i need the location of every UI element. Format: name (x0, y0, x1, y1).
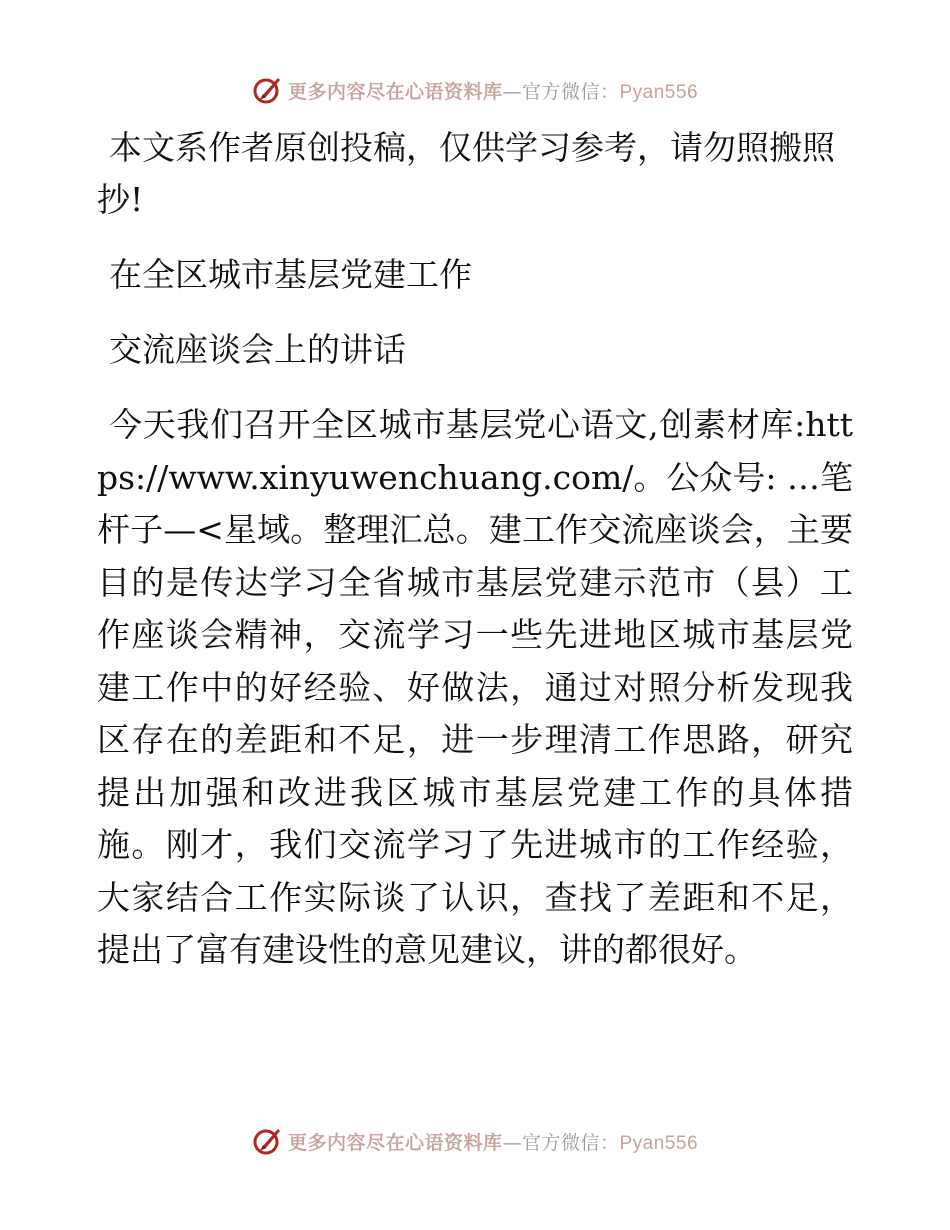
banner-wechat-id: Pyan556 (619, 81, 699, 103)
quill-pen-logo-icon (252, 74, 284, 106)
footer-banner (0, 1121, 950, 1161)
footer-wechat-id: Pyan556 (619, 1132, 699, 1154)
document-title-line-1: 在全区城市基层党建工作 (109, 255, 472, 294)
banner-dash: — (502, 80, 522, 103)
body-paragraph: 今天我们召开全区城市基层党心语文,创素材库:https://www.xinyuwenchuang.com/。公众号: …笔杆子—<星域。整理汇总。建工作交流座谈会，主要目的是传达学习全省城市基层党建示范市（县）工作座谈会精神，交流学习一些先进地区城市基层党建工作中的好经验、好做法，通过对照分析发现我区存在的差距和不足，进一步理清工作思路，研究提出加强和改进我区城市基层党建工作的具体措施。刚才，我们交流学习了先进城市的工作经验，大家结合工作实际谈了认识，查找了差距和不足，提出了富有建设性的意见建议，讲的都很好。 (97, 405, 853, 969)
header-banner (0, 70, 950, 110)
banner-official-label: 官方微信： (521, 80, 620, 103)
document-body (97, 122, 853, 1000)
document-title-line-2: 交流座谈会上的讲话 (109, 330, 406, 369)
banner-slogan: 更多内容尽在心语资料库 (287, 80, 503, 103)
footer-slogan: 更多内容尽在心语资料库 (287, 1131, 503, 1154)
quill-pen-logo-icon (252, 1125, 284, 1157)
footer-official-label: 官方微信： (521, 1131, 620, 1154)
footer-dash: — (502, 1131, 522, 1154)
copyright-notice: 本文系作者原创投稿，仅供学习参考，请勿照搬照抄! (97, 128, 835, 219)
